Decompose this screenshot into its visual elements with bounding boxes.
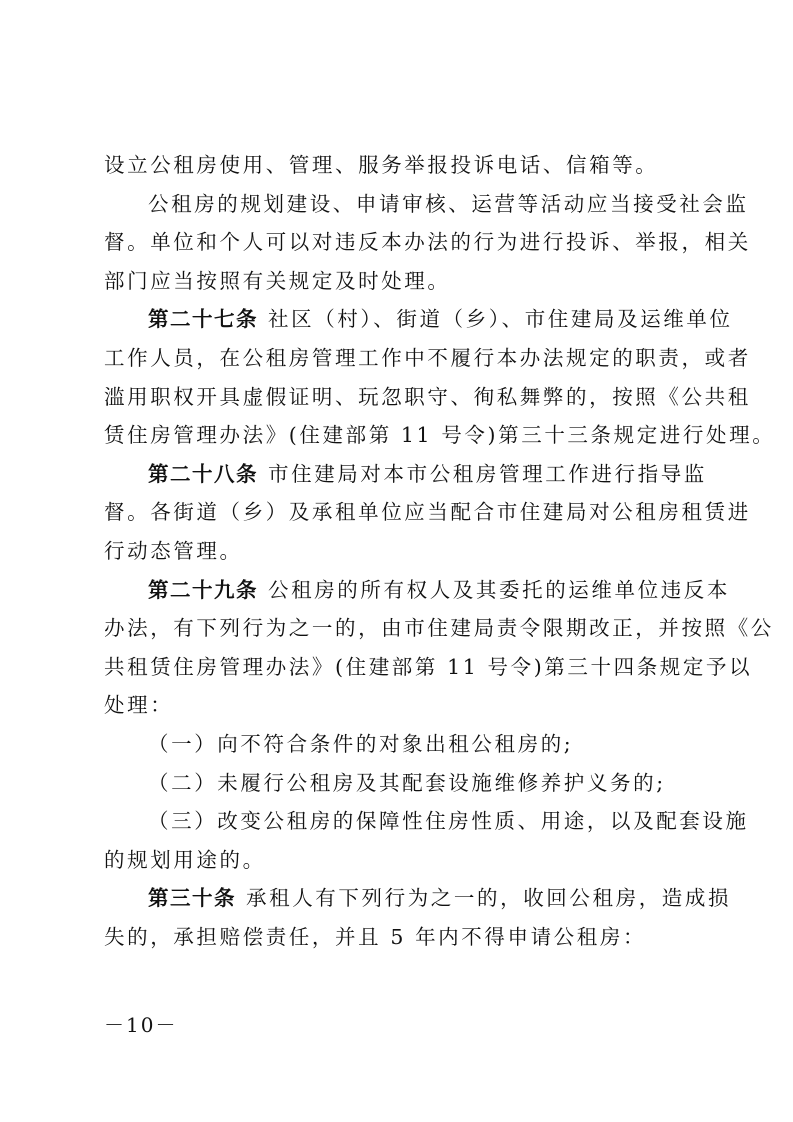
line-text: 共租赁住房管理办法》(住建部第 11 号令)第三十四条规定予以 <box>104 654 753 679</box>
line-text: 行动态管理。 <box>104 538 243 563</box>
text-line <box>104 416 776 455</box>
article-line <box>104 879 732 918</box>
article-line <box>104 455 707 494</box>
text-line <box>104 725 694 764</box>
line-text: 的规划用途的。 <box>104 847 266 872</box>
line-text: 滥用职权开具虚假证明、玩忽职守、徇私舞弊的，按照《公共租 <box>104 384 751 409</box>
line-text: 市住建局对本市公租房管理工作进行指导监 <box>268 461 707 486</box>
text-line <box>104 339 751 378</box>
line-text: 工作人员，在公租房管理工作中不履行本办法规定的职责，或者 <box>104 345 751 370</box>
text-line <box>104 493 751 532</box>
article-heading: 第二十七条 <box>148 307 258 332</box>
line-text: 社区（村）、街道（乡）、市住建局及运维单位 <box>268 307 733 332</box>
article-heading: 第二十八条 <box>148 461 258 486</box>
text-line <box>104 185 749 224</box>
line-text: 设立公租房使用、管理、服务举报投诉电话、信箱等。 <box>104 153 659 177</box>
text-line <box>104 802 749 841</box>
line-text: 督。各街道（乡）及承租单位应当配合市住建局对公租房租赁进 <box>104 500 751 525</box>
text-line <box>104 686 694 725</box>
text-line <box>104 223 751 262</box>
line-text: 承租人有下列行为之一的，收回公租房，造成损 <box>246 886 732 911</box>
text-line <box>104 841 694 880</box>
line-text: （一）向不符合条件的对象出租公租房的; <box>148 731 574 756</box>
text-line <box>104 378 751 417</box>
text-line <box>104 532 694 571</box>
text-line <box>104 918 694 957</box>
article-heading: 第三十条 <box>148 886 236 911</box>
text-line <box>104 648 753 687</box>
page-number: －10－ <box>104 1013 178 1037</box>
text-line <box>104 262 694 301</box>
body-text <box>104 146 776 956</box>
line-text: （三）改变公租房的保障性住房性质、用途，以及配套设施 <box>148 809 749 834</box>
line-text: 处理： <box>104 693 174 718</box>
line-text: 办法，有下列行为之一的，由市住建局责令限期改正，并按照《公 <box>104 616 774 641</box>
article-line <box>104 300 733 339</box>
article-line <box>104 571 730 610</box>
line-text: 赁住房管理办法》(住建部第 11 号令)第三十三条规定进行处理。 <box>104 423 776 448</box>
line-text: 公租房的所有权人及其委托的运维单位违反本 <box>268 577 730 602</box>
text-line <box>104 146 694 185</box>
line-text: （二）未履行公租房及其配套设施维修养护义务的; <box>148 770 666 795</box>
article-heading: 第二十九条 <box>148 577 258 602</box>
line-text: 督。单位和个人可以对违反本办法的行为进行投诉、举报，相关 <box>104 230 751 255</box>
line-text: 公租房的规划建设、申请审核、运营等活动应当接受社会监 <box>148 191 749 216</box>
text-line <box>104 764 694 803</box>
text-line <box>104 609 774 648</box>
line-text: 部门应当按照有关规定及时处理。 <box>104 268 451 293</box>
line-text: 失的，承担赔偿责任，并且 5 年内不得申请公租房： <box>104 924 647 949</box>
